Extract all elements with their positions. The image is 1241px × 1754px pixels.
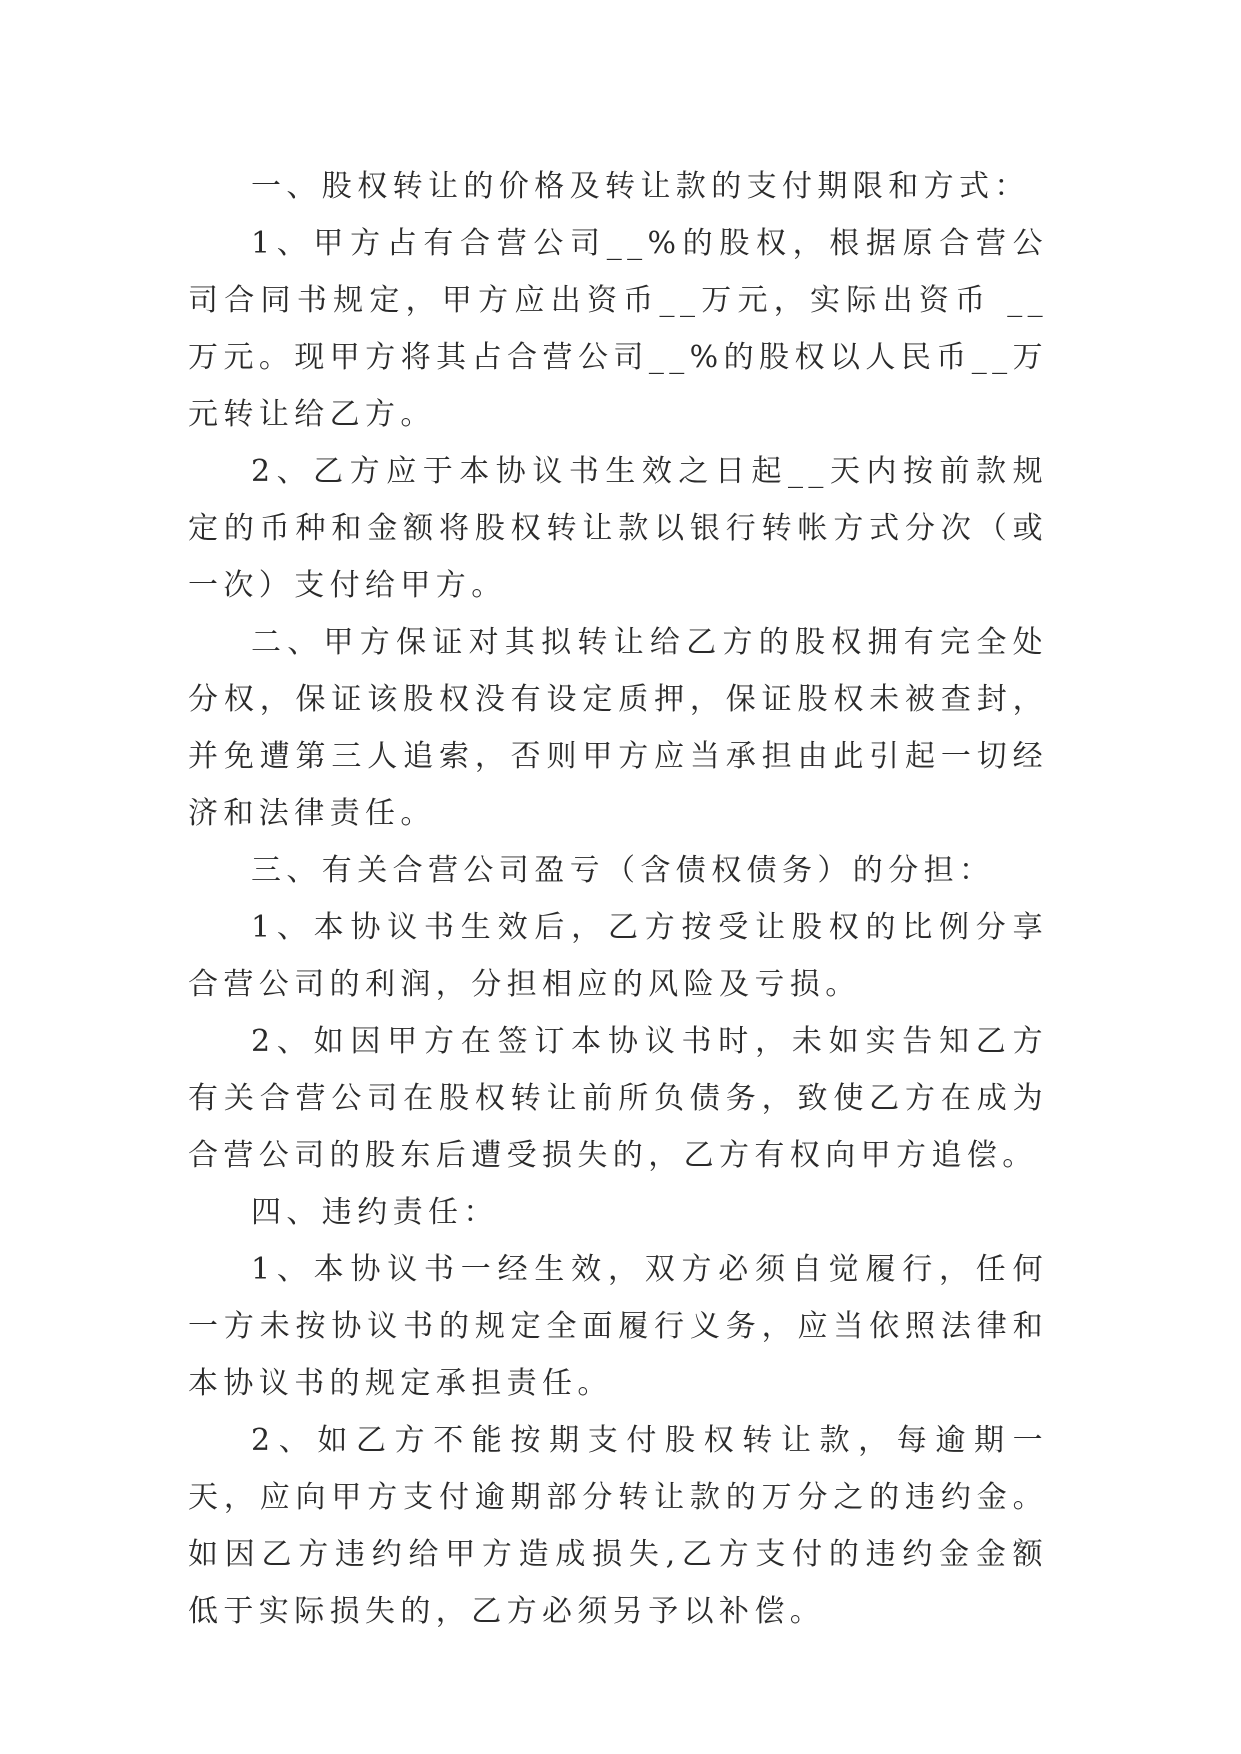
section-heading-liability: 四、违约责任： bbox=[251, 1195, 499, 1230]
clause-3-2: 2、如因甲方在签订本协议书时，未如实告知乙方有关合营公司在股权转让前所负债务，致使乙方在成为合营公司的股东后遭受损失的，乙方有权向甲方追偿。 bbox=[188, 1024, 1048, 1173]
section-heading-profit-loss: 三、有关合营公司盈亏（含债权债务）的分担： bbox=[251, 853, 995, 888]
clause-4-2: 2、如乙方不能按期支付股权转让款，每逾期一天，应向甲方支付逾期部分转让款的万分之的违约金。如因乙方违约给甲方造成损失,乙方支付的违约金金额低于实际损失的，乙方必须另予以补偿。 bbox=[188, 1423, 1048, 1629]
clause-3-1: 1、本协议书生效后，乙方按受让股权的比例分享合营公司的利润，分担相应的风险及亏损。 bbox=[188, 910, 1048, 1002]
clause-1-1: 1、甲方占有合营公司__%的股权，根据原合营公司合同书规定，甲方应出资币__万元，实际出资币 __万元。现甲方将其占合营公司__%的股权以人民币__万元转让给乙方。 bbox=[188, 226, 1048, 432]
clause-4-1: 1、本协议书一经生效，双方必须自觉履行，任何一方未按协议书的规定全面履行义务，应当依照法律和本协议书的规定承担责任。 bbox=[188, 1252, 1048, 1401]
document-body bbox=[188, 158, 1048, 1640]
section-heading-warranty: 二、甲方保证对其拟转让给乙方的股权拥有完全处分权，保证该股权没有设定质押，保证股权未被查封，并免遭第三人追索，否则甲方应当承担由此引起一切经济和法律责任。 bbox=[188, 625, 1048, 831]
section-heading-price-payment: 一、股权转让的价格及转让款的支付期限和方式： bbox=[251, 169, 1030, 204]
clause-1-2: 2、乙方应于本协议书生效之日起__天内按前款规定的币种和金额将股权转让款以银行转帐方式分次（或一次）支付给甲方。 bbox=[188, 454, 1048, 603]
